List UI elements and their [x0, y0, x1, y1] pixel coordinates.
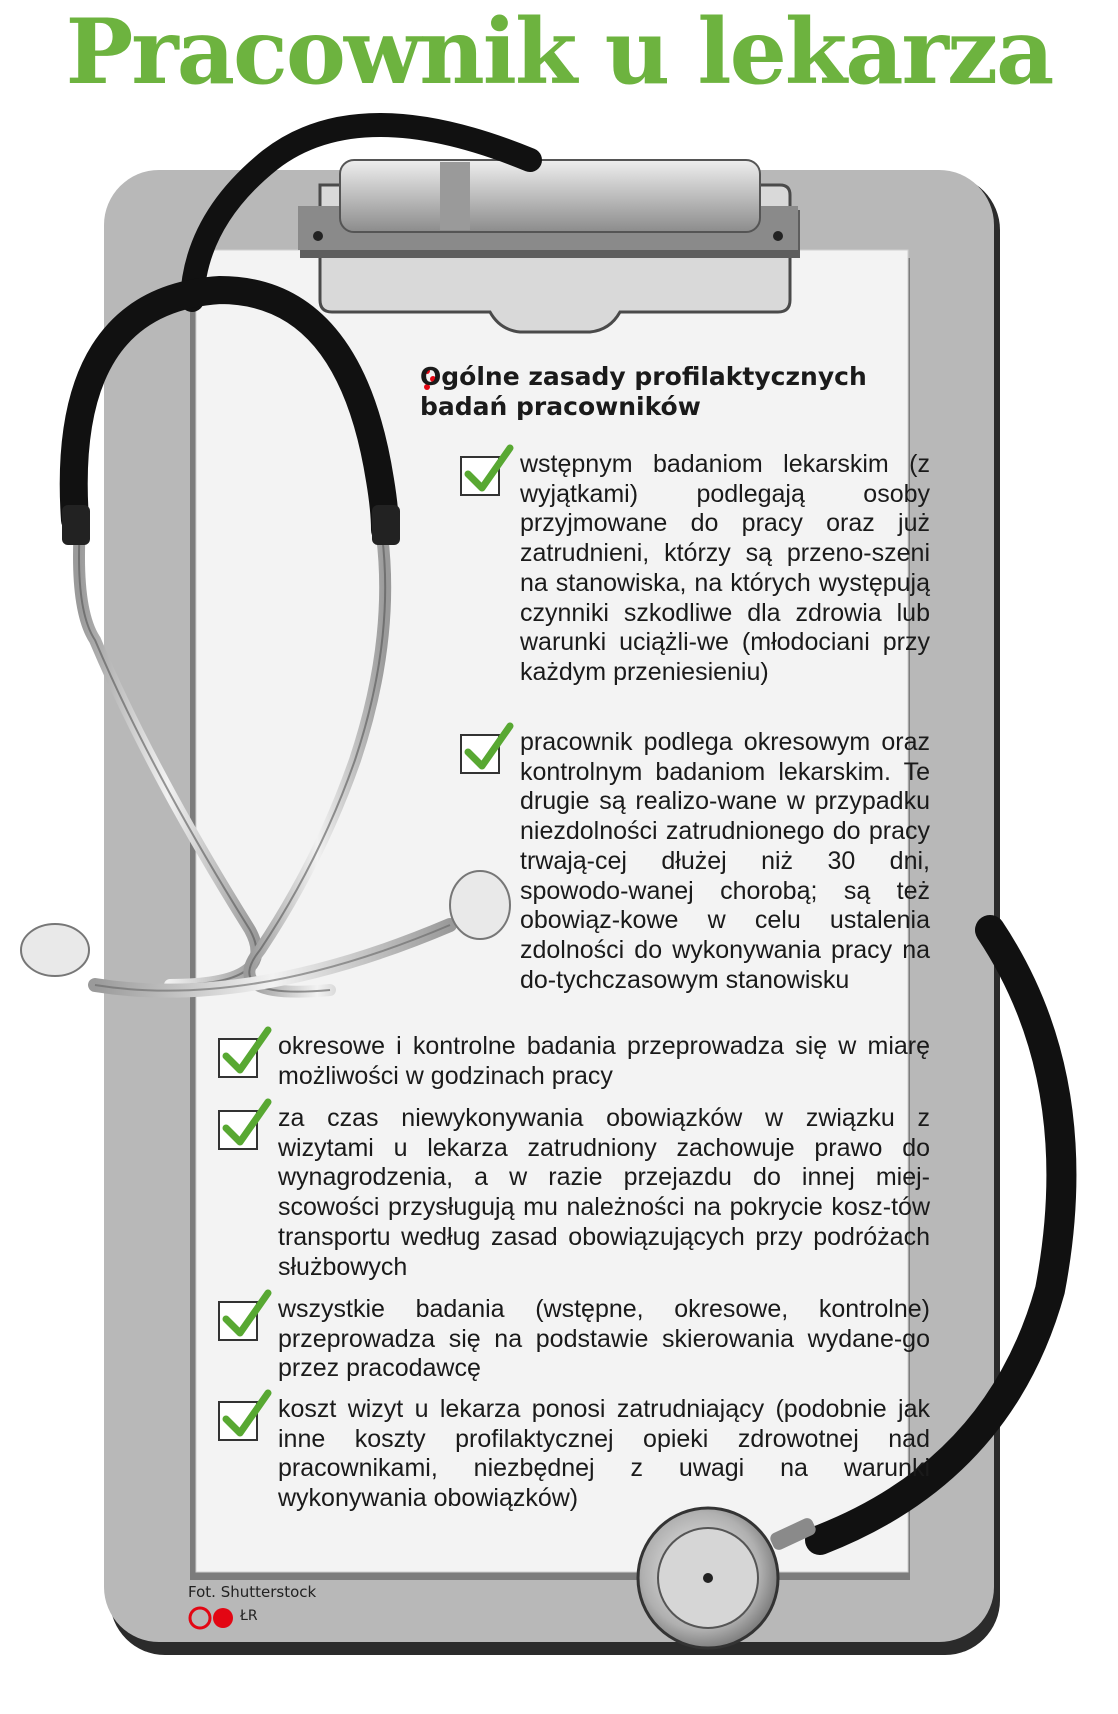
- checkmark-icon: [464, 722, 514, 774]
- checkmark-icon: [222, 1026, 272, 1078]
- item-text: pracownik podlega okresowym oraz kontrolnym badaniom lekarskim. Te drugie są realizo-wane w przypadku niezdolności zatrudnionego do pracy trwają-cej dłużej niż 30 dni, spowodo-wanej chorobą; są też obowiąz-kowe w celu ustalenia zdolności do wykonywania pracy na do-tychczasowym stanowisku: [520, 728, 930, 994]
- page-title: Pracownik u lekarza: [65, 0, 1053, 105]
- author-initials: ŁR: [240, 1608, 258, 1624]
- item-text: wstępnym badaniom lekarskim (z wyjątkami) podlegają osoby przyjmowane do pracy oraz już zatrudnieni, którzy są przeno-szeni na stanowiska, na których występują czynniki szkodliwe dla zdrowia lub warunki uciążli-we (młodociani przy każdym przeniesieniu): [520, 450, 930, 686]
- item-text: wszystkie badania (wstępne, okresowe, kontrolne) przeprowadza się na podstawie skierowania wydane-go przez pracodawcę: [278, 1295, 930, 1383]
- section-heading: Ogólne zasady profilaktycznych badań pracowników: [420, 362, 867, 421]
- item-text: za czas niewykonywania obowiązków w związku z wizytami u lekarza zatrudniony zachowuje prawo do wynagrodzenia, a w razie przejazdu do innej miej-scowości przysługują mu należności na pokrycie kosz-tów transportu według zasad obowiązujących przy podróżach służbowych: [278, 1104, 930, 1281]
- checkmark-icon: [464, 444, 514, 496]
- checkmark-icon: [222, 1289, 272, 1341]
- cp-logo: [188, 1606, 236, 1630]
- item-text: koszt wizyt u lekarza ponosi zatrudniający (podobnie jak inne koszty profilaktycznej opieki zdrowotnej nad pracownikami, niezbędnej z uwagi na warunki wykonywania obowiązków): [278, 1395, 930, 1513]
- checkmark-icon: [222, 1389, 272, 1441]
- item-text: okresowe i kontrolne badania przeprowadza się w miarę możliwości w godzinach pracy: [278, 1032, 930, 1090]
- photo-credit: Fot. Shutterstock: [188, 1583, 317, 1601]
- checkmark-icon: [222, 1098, 272, 1150]
